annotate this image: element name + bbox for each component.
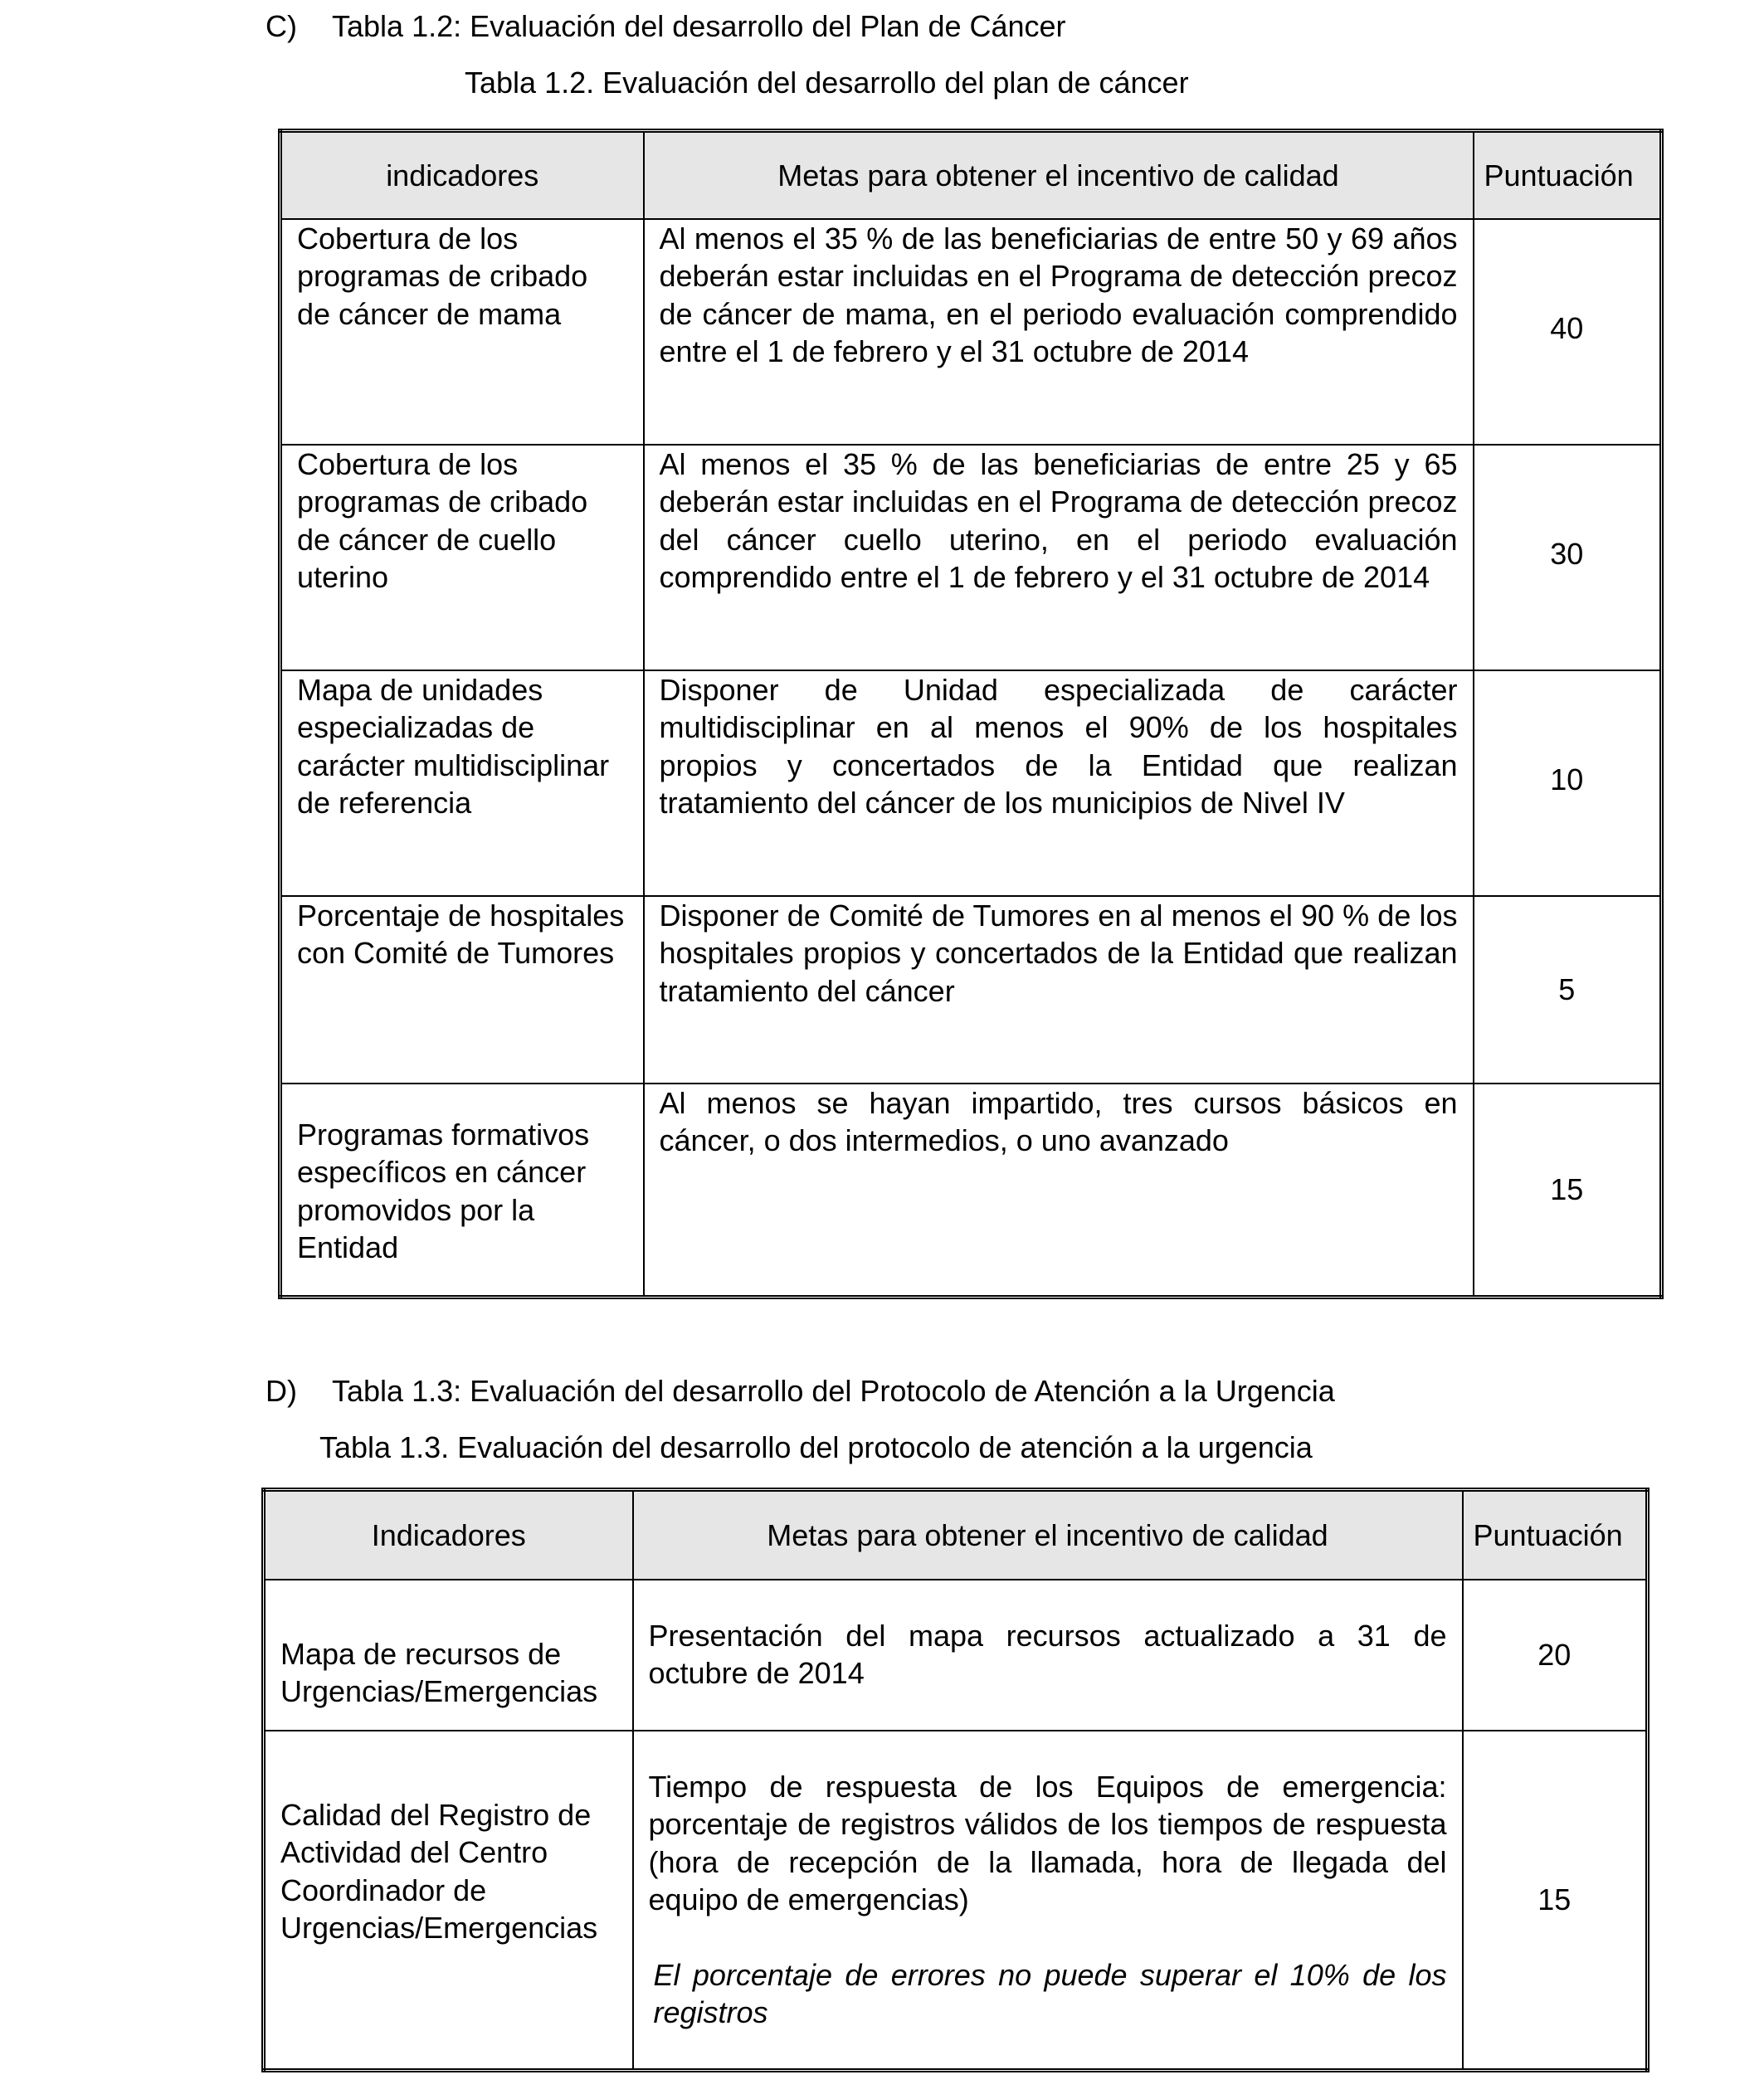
column-header-indicators: indicadores: [280, 131, 644, 219]
table-header-row: [280, 131, 1662, 219]
goal-cell: Al menos el 35 % de las beneficiarias de entre 50 y 69 años deberán estar incluidas en el Programa de detección precoz de cáncer de mama, en el periodo evaluación comprendido entre el 1 de febrero y el 31 octubre de 2014: [644, 219, 1474, 445]
goal-cell: [633, 1731, 1463, 2071]
score-cell: 15: [1474, 1084, 1662, 1298]
goal-cell: Disponer de Unidad especializada de carácter multidisciplinar en al menos el 90% de los hospitales propios y concertados de la Entidad que realizan tratamiento del cáncer de los municipios de Nivel IV: [644, 670, 1474, 896]
score-cell: 20: [1463, 1580, 1648, 1731]
score-cell: 30: [1474, 445, 1662, 670]
column-header-score: Puntuación: [1474, 131, 1662, 219]
goal-cell: Al menos se hayan impartido, tres cursos básicos en cáncer, o dos intermedios, o uno avanzado: [644, 1084, 1474, 1298]
table-1-3-caption: Tabla 1.3. Evaluación del desarrollo del protocolo de atención a la urgencia: [319, 1430, 1313, 1464]
goal-text: Tiempo de respuesta de los Equipos de emergencia: porcentaje de registros válidos de los tiempos de respuesta (hora de recepción de la llamada, hora de llegada del equipo de emergencias): [648, 1769, 1447, 1916]
column-header-goals: Metas para obtener el incentivo de calidad: [633, 1490, 1463, 1580]
score-cell: 10: [1474, 670, 1662, 896]
section-c-title: Tabla 1.2: Evaluación del desarrollo del Plan de Cáncer: [332, 9, 1066, 43]
table-row: [280, 445, 1662, 670]
section-c-heading: [266, 8, 1066, 45]
table-1-2-caption: Tabla 1.2. Evaluación del desarrollo del plan de cáncer: [465, 66, 1189, 100]
indicator-cell: Cobertura de los programas de cribado de cáncer de mama: [280, 219, 644, 445]
indicator-cell: Mapa de unidades especializadas de carácter multidisciplinar de referencia: [280, 670, 644, 896]
indicator-cell: Calidad del Registro de Actividad del Centro Coordinador de Urgencias/Emergencias: [264, 1731, 633, 2071]
table-1-3: [261, 1488, 1649, 2072]
indicator-cell: Cobertura de los programas de cribado de cáncer de cuello uterino: [280, 445, 644, 670]
score-cell: 15: [1463, 1731, 1648, 2071]
table-header-row: [264, 1490, 1648, 1580]
section-d-letter: D): [266, 1374, 297, 1408]
score-cell: 5: [1474, 896, 1662, 1084]
table-row: [264, 1731, 1648, 2071]
section-d-heading: [266, 1373, 1335, 1410]
table-1-2: [278, 129, 1664, 1299]
indicator-cell: Mapa de recursos de Urgencias/Emergencias: [264, 1580, 633, 1731]
score-cell: 40: [1474, 219, 1662, 445]
goal-cell: Al menos el 35 % de las beneficiarias de entre 25 y 65 deberán estar incluidas en el Programa de detección precoz del cáncer cuello uterino, en el periodo evaluación comprendido entre el 1 de febrero y el 31 octubre de 2014: [644, 445, 1474, 670]
column-header-score: Puntuación: [1463, 1490, 1648, 1580]
goal-cell: Disponer de Comité de Tumores en al menos el 90 % de los hospitales propios y concertados de la Entidad que realizan tratamiento del cáncer: [644, 896, 1474, 1084]
column-header-goals: Metas para obtener el incentivo de calidad: [644, 131, 1474, 219]
table-row: [280, 1084, 1662, 1298]
table-row: [280, 896, 1662, 1084]
section-c-letter: C): [266, 9, 297, 43]
indicator-cell: Programas formativos específicos en cáncer promovidos por la Entidad: [280, 1084, 644, 1298]
table-row: [264, 1580, 1648, 1731]
section-d-title: Tabla 1.3: Evaluación del desarrollo del Protocolo de Atención a la Urgencia: [332, 1374, 1335, 1408]
table-row: [280, 670, 1662, 896]
table-row: [280, 219, 1662, 445]
goal-note: El porcentaje de errores no puede superar el 10% de los registros: [653, 1957, 1447, 2029]
indicator-cell: Porcentaje de hospitales con Comité de Tumores: [280, 896, 644, 1084]
column-header-indicators: Indicadores: [264, 1490, 633, 1580]
goal-cell: Presentación del mapa recursos actualizado a 31 de octubre de 2014: [633, 1580, 1463, 1731]
